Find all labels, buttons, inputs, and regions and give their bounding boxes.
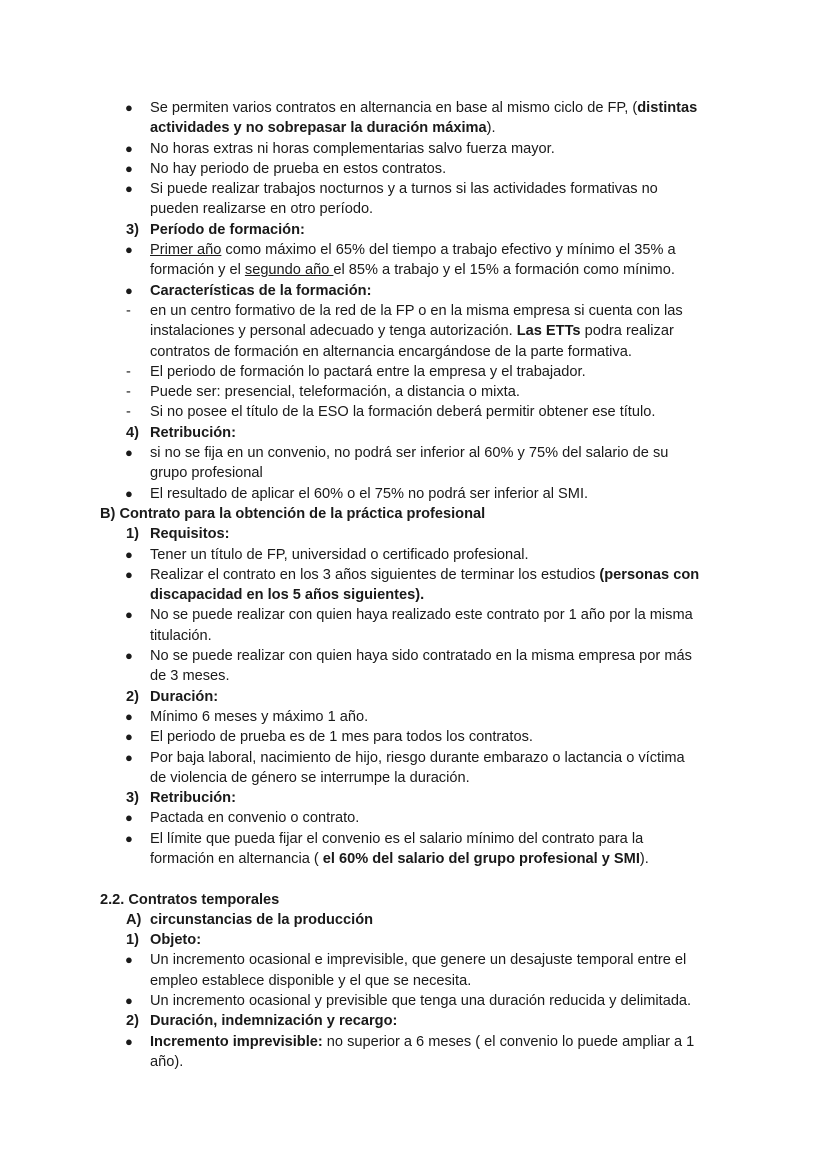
underlined-text: Primer año xyxy=(150,242,222,259)
line-text xyxy=(150,118,496,138)
text-run: podra realizar xyxy=(580,323,674,340)
text-run: El periodo de prueba es de 1 mes para todos los contratos. xyxy=(150,729,533,746)
text-run: formación en alternancia ( xyxy=(150,850,323,867)
text-line xyxy=(0,646,828,666)
text-line xyxy=(0,139,828,159)
line-text xyxy=(150,545,529,565)
bold-text: 2.2. Contratos temporales xyxy=(100,891,280,908)
bullet-marker: ● xyxy=(125,566,133,582)
text-line xyxy=(0,159,828,179)
line-text xyxy=(150,321,674,341)
bold-text: Las ETTs xyxy=(516,323,581,340)
line-text xyxy=(150,362,586,382)
text-line xyxy=(0,382,828,402)
bullet-marker: ● xyxy=(125,810,133,826)
text-line xyxy=(0,788,828,808)
line-text xyxy=(150,463,263,483)
bullet-marker: ● xyxy=(125,830,133,846)
bold-text: Requisitos: xyxy=(150,526,230,543)
blank-line xyxy=(0,869,828,889)
bullet-marker: ● xyxy=(125,282,133,298)
text-line xyxy=(0,443,828,463)
line-text xyxy=(150,342,632,362)
text-line xyxy=(0,545,828,565)
bold-text: el 60% del salario del grupo profesional y SMI xyxy=(322,850,640,867)
line-text xyxy=(150,443,668,463)
text-line xyxy=(0,707,828,727)
text-line xyxy=(0,1052,828,1072)
text-line xyxy=(0,98,828,118)
line-text xyxy=(150,524,229,544)
line-text xyxy=(150,199,373,219)
text-line xyxy=(0,342,828,362)
line-text xyxy=(150,484,588,504)
text-line xyxy=(0,118,828,138)
line-text xyxy=(150,727,533,747)
text-line xyxy=(0,626,828,646)
bullet-marker: ● xyxy=(125,1033,133,1049)
text-line xyxy=(0,301,828,321)
text-run: no superior a 6 meses ( el convenio lo puede ampliar a 1 xyxy=(322,1033,695,1050)
bullet-marker: ● xyxy=(125,242,133,258)
dash-marker: - xyxy=(126,404,131,421)
line-text xyxy=(150,220,305,240)
text-line xyxy=(0,362,828,382)
line-text xyxy=(150,707,368,727)
line-text xyxy=(150,768,470,788)
bullet-marker: ● xyxy=(125,952,133,968)
text-run: No se puede realizar con quien haya realizado este contrato por 1 año por la misma xyxy=(150,607,693,624)
text-line xyxy=(0,240,828,260)
text-line xyxy=(0,829,828,849)
text-run: de violencia de género se interrumpe la duración. xyxy=(150,769,470,786)
line-text xyxy=(150,98,697,118)
bullet-marker: ● xyxy=(125,607,133,623)
line-text xyxy=(150,423,236,443)
line-text xyxy=(150,1011,397,1031)
text-run: El límite que pueda fijar el convenio es el salario mínimo del contrato para la xyxy=(150,830,644,847)
list-number: 1) xyxy=(126,526,139,543)
line-text xyxy=(150,930,201,950)
line-text xyxy=(150,910,373,930)
text-line xyxy=(0,748,828,768)
text-run: No se puede realizar con quien haya sido contratado en la misma empresa por más xyxy=(150,648,692,665)
list-number: A) xyxy=(126,911,142,928)
bullet-marker: ● xyxy=(125,648,133,664)
text-run: año). xyxy=(150,1053,184,1070)
text-line xyxy=(0,524,828,544)
line-text xyxy=(150,402,655,422)
line-text xyxy=(150,991,691,1011)
line-text xyxy=(150,687,218,707)
section-heading xyxy=(100,504,485,524)
line-text xyxy=(150,281,371,301)
bold-text: Características de la formación: xyxy=(150,282,372,299)
bullet-marker: ● xyxy=(125,708,133,724)
text-line xyxy=(0,423,828,443)
text-run: titulación. xyxy=(150,627,212,644)
text-run: No horas extras ni horas complementarias salvo fuerza mayor. xyxy=(150,140,555,157)
bullet-marker: ● xyxy=(125,993,133,1009)
line-text xyxy=(150,646,692,666)
text-line xyxy=(0,565,828,585)
text-line xyxy=(0,890,828,910)
text-line xyxy=(0,991,828,1011)
text-line xyxy=(0,402,828,422)
bullet-marker: ● xyxy=(125,181,133,197)
line-text xyxy=(150,788,236,808)
underlined-text: segundo año xyxy=(244,262,334,279)
text-run: contratos de formación en alternancia encargándose de la parte formativa. xyxy=(150,343,632,360)
line-text xyxy=(150,382,520,402)
line-text xyxy=(150,605,693,625)
text-line xyxy=(0,605,828,625)
bullet-marker: ● xyxy=(125,546,133,562)
text-run: El periodo de formación lo pactará entre la empresa y el trabajador. xyxy=(150,363,586,380)
line-text xyxy=(150,159,446,179)
line-text xyxy=(150,240,676,260)
text-line xyxy=(0,321,828,341)
line-text xyxy=(150,666,230,686)
bullet-marker: ● xyxy=(125,749,133,765)
text-line xyxy=(0,281,828,301)
text-run: Puede ser: presencial, teleformación, a distancia o mixta. xyxy=(150,384,520,401)
text-run: como máximo el 65% del tiempo a trabajo efectivo y mínimo el 35% a xyxy=(221,242,676,259)
text-run: el 85% a trabajo y el 15% a formación como mínimo. xyxy=(333,262,675,279)
text-run: Realizar el contrato en los 3 años siguientes de terminar los estudios xyxy=(150,566,600,583)
line-text xyxy=(150,626,212,646)
text-run: Un incremento ocasional y previsible que tenga una duración reducida y delimitada. xyxy=(150,993,692,1010)
bold-text: Objeto: xyxy=(150,932,202,949)
text-run: empleo establece disponible y el que se necesita. xyxy=(150,972,472,989)
text-run: instalaciones y personal adecuado y tenga autorización. xyxy=(150,323,517,340)
dash-marker: - xyxy=(126,384,131,401)
bullet-marker: ● xyxy=(125,445,133,461)
text-line xyxy=(0,971,828,991)
bold-text: discapacidad en los 5 años siguientes). xyxy=(150,587,425,604)
line-text xyxy=(150,1032,694,1052)
dash-marker: - xyxy=(126,363,131,380)
text-run: Por baja laboral, nacimiento de hijo, riesgo durante embarazo o lactancia o víctima xyxy=(150,749,685,766)
text-line xyxy=(0,768,828,788)
line-text xyxy=(150,301,683,321)
text-run: de 3 meses. xyxy=(150,668,230,685)
text-line xyxy=(0,260,828,280)
line-text xyxy=(150,971,471,991)
text-run: Tener un título de FP, universidad o certificado profesional. xyxy=(150,546,529,563)
line-text xyxy=(150,808,359,828)
text-line xyxy=(0,910,828,930)
text-run: No hay periodo de prueba en estos contratos. xyxy=(150,160,447,177)
text-run: Si no posee el título de la ESO la formación deberá permitir obtener ese título. xyxy=(150,404,656,421)
text-line xyxy=(0,1032,828,1052)
line-text xyxy=(150,829,643,849)
bullet-marker: ● xyxy=(125,140,133,156)
list-number: 2) xyxy=(126,688,139,705)
text-run: formación y el xyxy=(150,262,245,279)
text-line xyxy=(0,727,828,747)
line-text xyxy=(150,585,424,605)
text-line xyxy=(0,849,828,869)
line-text xyxy=(150,1052,183,1072)
bold-text: B) Contrato para la obtención de la práctica profesional xyxy=(100,505,486,522)
list-number: 1) xyxy=(126,932,139,949)
line-text xyxy=(150,565,699,585)
bold-text: Incremento imprevisible: xyxy=(150,1033,323,1050)
text-line xyxy=(0,220,828,240)
text-line xyxy=(0,179,828,199)
line-text xyxy=(150,849,649,869)
text-run: si no se fija en un convenio, no podrá ser inferior al 60% y 75% del salario de su xyxy=(150,445,669,462)
text-line xyxy=(0,199,828,219)
dash-marker: - xyxy=(126,302,131,319)
text-line xyxy=(0,950,828,970)
list-number: 3) xyxy=(126,790,139,807)
line-text xyxy=(150,179,658,199)
text-run: Se permiten varios contratos en alternancia en base al mismo ciclo de FP, ( xyxy=(150,100,638,116)
line-text xyxy=(150,950,686,970)
line-text xyxy=(150,260,675,280)
text-run: Si puede realizar trabajos nocturnos y a turnos si las actividades formativas no xyxy=(150,181,658,198)
text-run: Un incremento ocasional e imprevisible, que genere un desajuste temporal entre el xyxy=(150,952,687,969)
text-run: El resultado de aplicar el 60% o el 75% no podrá ser inferior al SMI. xyxy=(150,485,589,502)
bold-text: Retribución: xyxy=(150,790,236,807)
bold-text: Retribución: xyxy=(150,424,236,441)
text-line xyxy=(0,504,828,524)
line-text xyxy=(150,748,685,768)
document-page xyxy=(0,98,828,1072)
bold-text: circunstancias de la producción xyxy=(150,911,374,928)
text-run: pueden realizarse en otro período. xyxy=(150,201,374,218)
text-line xyxy=(0,687,828,707)
text-run: en un centro formativo de la red de la FP o en la misma empresa si cuenta con las xyxy=(150,302,683,319)
bold-text: Duración: xyxy=(150,688,219,705)
section-heading xyxy=(100,890,279,910)
text-line xyxy=(0,463,828,483)
bold-text: Duración, indemnización y recargo: xyxy=(150,1013,398,1030)
bullet-marker: ● xyxy=(125,100,133,115)
bold-text: (personas con xyxy=(599,566,700,583)
text-run: ). xyxy=(639,850,649,867)
line-text xyxy=(150,139,555,159)
text-line xyxy=(0,930,828,950)
list-number: 4) xyxy=(126,424,139,441)
text-line xyxy=(0,484,828,504)
bullet-marker: ● xyxy=(125,485,133,501)
text-run: Pactada en convenio o contrato. xyxy=(150,810,360,827)
text-run: Mínimo 6 meses y máximo 1 año. xyxy=(150,708,369,725)
bold-text: Período de formación: xyxy=(150,221,305,238)
list-number: 3) xyxy=(126,221,139,238)
text-line xyxy=(0,666,828,686)
text-line xyxy=(0,808,828,828)
bullet-marker: ● xyxy=(125,729,133,745)
bullet-marker: ● xyxy=(125,160,133,176)
text-run: grupo profesional xyxy=(150,465,263,482)
list-number: 2) xyxy=(126,1013,139,1030)
text-line xyxy=(0,1011,828,1031)
bold-text: distintas xyxy=(637,100,698,116)
text-run: ). xyxy=(486,120,496,137)
bold-text: actividades y no sobrepasar la duración máxima xyxy=(150,120,487,137)
text-line xyxy=(0,585,828,605)
